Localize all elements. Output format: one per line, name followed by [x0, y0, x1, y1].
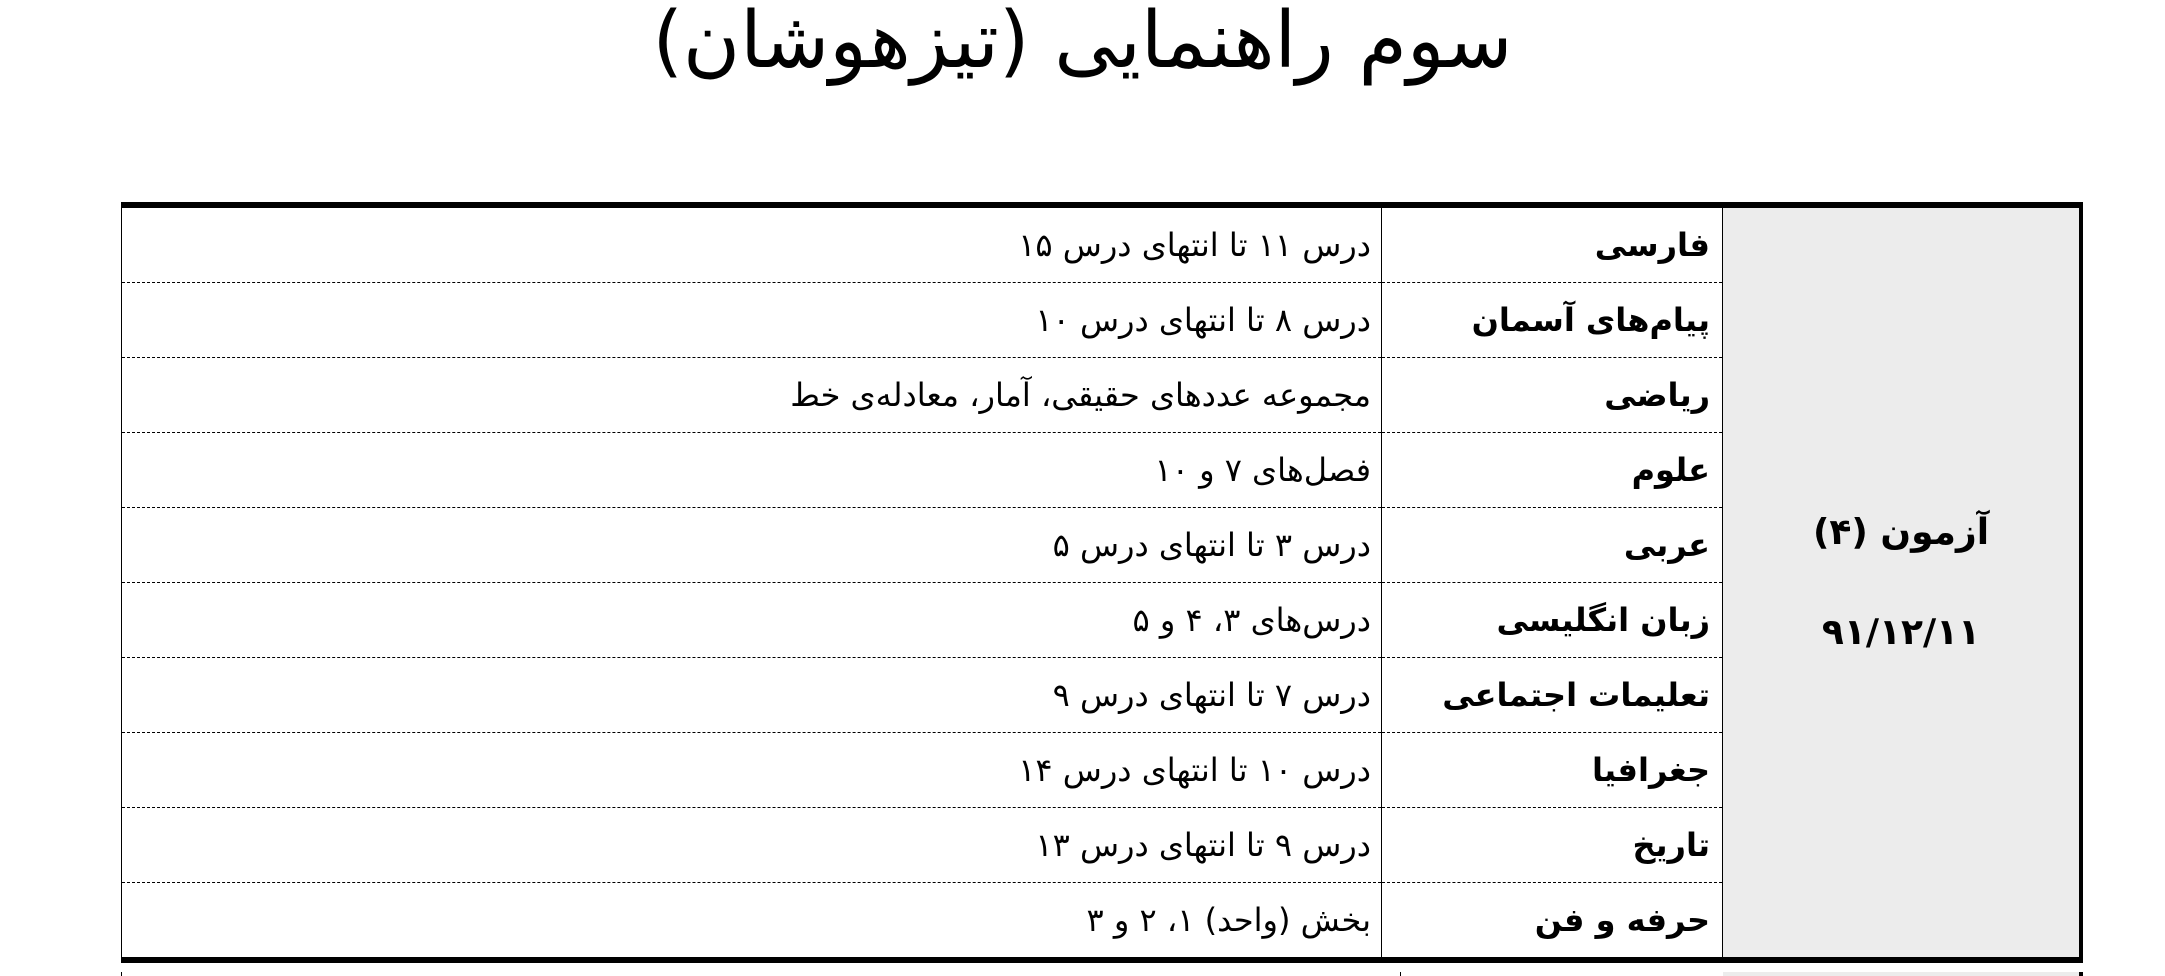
page-title: سوم راهنمایی (تیزهوشان)	[652, 0, 1513, 86]
topic-cell: درس ۸ تا انتهای درس ۱۰	[122, 283, 1382, 358]
topic-cell: بخش (واحد) ۱، ۲ و ۳	[122, 883, 1382, 961]
subject-cell: پیام‌های آسمان	[1382, 283, 1723, 358]
exam-date: ۹۱/۱۲/۱۱	[1821, 611, 1981, 653]
topic-cell: درس ۱۱ تا انتهای درس ۱۵	[122, 205, 1382, 283]
exam-name: آزمون (۴)	[1812, 511, 1990, 553]
topic-cell: فصل‌های ۷ و ۱۰	[122, 433, 1382, 508]
topic-cell: درس ۷ تا انتهای درس ۹	[122, 658, 1382, 733]
table-left-edge	[121, 972, 122, 976]
subject-cell: حرفه و فن	[1382, 883, 1723, 961]
next-exam-cell	[1723, 972, 2083, 976]
topic-cell: درس ۳ تا انتهای درس ۵	[122, 508, 1382, 583]
exam-schedule-table	[121, 202, 2083, 963]
subject-cell: عربی	[1382, 508, 1723, 583]
topic-cell: درس‌های ۳، ۴ و ۵	[122, 583, 1382, 658]
subject-cell: جغرافیا	[1382, 733, 1723, 808]
next-section-strip	[121, 972, 2083, 976]
subject-cell: تعلیمات اجتماعی	[1382, 658, 1723, 733]
subject-cell: فارسی	[1382, 205, 1723, 283]
subject-cell: علوم	[1382, 433, 1723, 508]
topic-cell: مجموعه عددهای حقیقی، آمار، معادله‌ی خط	[122, 358, 1382, 433]
subject-cell: زبان انگلیسی	[1382, 583, 1723, 658]
topic-cell: درس ۹ تا انتهای درس ۱۳	[122, 808, 1382, 883]
topic-cell: درس ۱۰ تا انتهای درس ۱۴	[122, 733, 1382, 808]
subject-cell: ریاضی	[1382, 358, 1723, 433]
table-row	[122, 205, 2082, 283]
column-divider	[1400, 972, 1401, 976]
subject-cell: تاریخ	[1382, 808, 1723, 883]
exam-cell	[1723, 205, 2082, 960]
